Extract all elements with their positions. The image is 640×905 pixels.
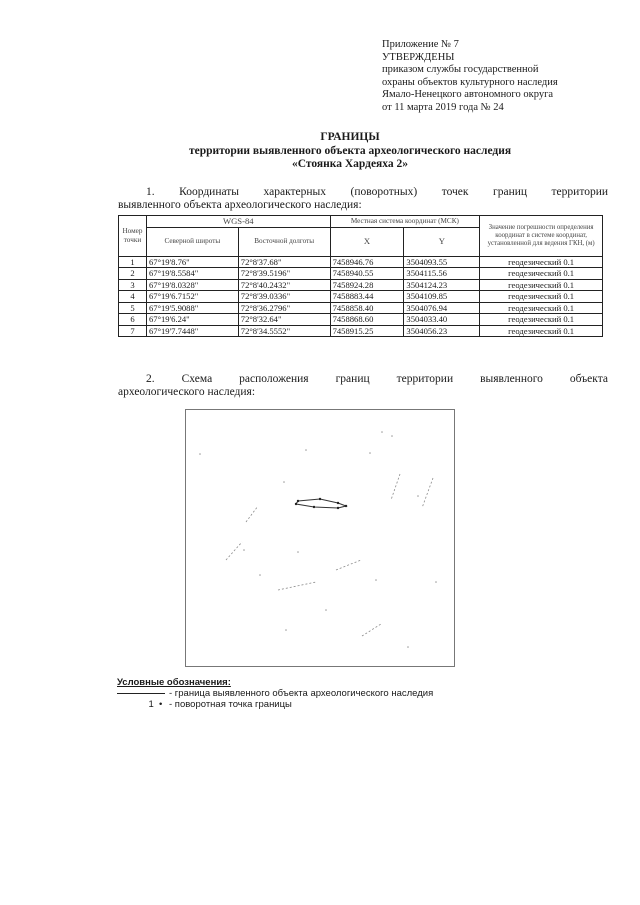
legend-title: Условные обозначения: xyxy=(117,677,231,688)
cell-point-no: 2 xyxy=(119,268,147,280)
cell-lon: 72°8'36.2796" xyxy=(238,302,330,314)
cell-lat: 67°19'7.7448" xyxy=(146,325,238,337)
header-wgs: WGS-84 xyxy=(146,216,330,228)
cell-point-no: 1 xyxy=(119,256,147,268)
title-line-2: территории выявленного объекта археологического наследия xyxy=(188,144,512,157)
section-2-text xyxy=(118,373,608,399)
header-accuracy: Значение погрешности определения координат в системе координат, установленной для ведения ГКН, (м) xyxy=(480,216,603,257)
table-row xyxy=(119,256,603,268)
boundary-line-sample xyxy=(117,693,165,694)
cell-y: 3504093.55 xyxy=(404,256,480,268)
section-1-text xyxy=(118,186,608,212)
cell-lat: 67°19'5.9088" xyxy=(146,302,238,314)
cell-lon: 72°8'34.5552" xyxy=(238,325,330,337)
table-header-row xyxy=(119,216,603,228)
cell-accuracy: геодезический 0.1 xyxy=(480,268,603,280)
header-point-no: Номер точки xyxy=(119,216,147,257)
cell-x: 7458924.28 xyxy=(330,279,404,291)
map-drawing xyxy=(186,410,454,666)
cell-lat: 67°19'8.5584" xyxy=(146,268,238,280)
section-2-line-1: 2. Схема расположения границ территории выявленного объекта xyxy=(146,373,608,385)
legend-point-row xyxy=(117,699,433,710)
boundary-scheme-map xyxy=(185,409,455,667)
cell-y: 3504056.23 xyxy=(404,325,480,337)
legend-boundary-label: - граница выявленного объекта археологического наследия xyxy=(169,688,434,699)
section-2-line-2: археологического наследия: xyxy=(118,386,256,398)
map-legend xyxy=(117,677,433,710)
point-dot-icon: • xyxy=(159,699,163,710)
cell-point-no: 6 xyxy=(119,314,147,326)
cell-y: 3504033.40 xyxy=(404,314,480,326)
approval-line: приказом службы государственной xyxy=(382,64,539,76)
cell-lon: 72°8'39.5196" xyxy=(238,268,330,280)
approval-line: УТВЕРЖДЕНЫ xyxy=(382,51,455,63)
cell-point-no: 5 xyxy=(119,302,147,314)
header-lon: Восточной долготы xyxy=(238,227,330,256)
cell-x: 7458940.55 xyxy=(330,268,404,280)
cell-accuracy: геодезический 0.1 xyxy=(480,325,603,337)
cell-lat: 67°19'8.76" xyxy=(146,256,238,268)
section-1-line-2: выявленного объекта археологического наследия: xyxy=(118,199,362,211)
cell-x: 7458868.60 xyxy=(330,314,404,326)
cell-x: 7458858.40 xyxy=(330,302,404,314)
approval-block xyxy=(382,39,632,115)
coordinates-table xyxy=(118,215,603,337)
cell-x: 7458946.76 xyxy=(330,256,404,268)
table-row xyxy=(119,268,603,280)
cell-accuracy: геодезический 0.1 xyxy=(480,291,603,303)
header-x: X xyxy=(330,227,404,256)
table-row xyxy=(119,314,603,326)
title-line-1: ГРАНИЦЫ xyxy=(320,131,380,143)
table-row xyxy=(119,279,603,291)
cell-lon: 72°8'32.64" xyxy=(238,314,330,326)
cell-lat: 67°19'8.0328" xyxy=(146,279,238,291)
cell-accuracy: геодезический 0.1 xyxy=(480,256,603,268)
cell-y: 3504124.23 xyxy=(404,279,480,291)
approval-line: Ямало-Ненецкого автономного округа xyxy=(382,89,554,101)
cell-accuracy: геодезический 0.1 xyxy=(480,302,603,314)
cell-y: 3504076.94 xyxy=(404,302,480,314)
cell-lat: 67°19'6.7152" xyxy=(146,291,238,303)
approval-line: Приложение № 7 xyxy=(382,39,459,50)
legend-boundary-row xyxy=(117,688,433,699)
header-y: Y xyxy=(404,227,480,256)
cell-x: 7458915.25 xyxy=(330,325,404,337)
legend-point-sample xyxy=(117,699,165,710)
header-msk: Местная система координат (МСК) xyxy=(330,216,480,228)
cell-point-no: 7 xyxy=(119,325,147,337)
header-lat: Северной широты xyxy=(146,227,238,256)
legend-point-label: - поворотная точка границы xyxy=(169,699,292,710)
cell-lon: 72°8'37.68" xyxy=(238,256,330,268)
title-line-3: «Стоянка Хардеяха 2» xyxy=(291,158,409,170)
cell-accuracy: геодезический 0.1 xyxy=(480,279,603,291)
legend-point-number: 1 xyxy=(148,699,154,710)
table-row xyxy=(119,325,603,337)
section-1-line-1: 1. Координаты характерных (поворотных) точек границ территории xyxy=(146,186,608,198)
cell-accuracy: геодезический 0.1 xyxy=(480,314,603,326)
cell-lat: 67°19'6.24" xyxy=(146,314,238,326)
cell-x: 7458883.44 xyxy=(330,291,404,303)
approval-line: охраны объектов культурного наследия xyxy=(382,76,558,88)
cell-point-no: 3 xyxy=(119,279,147,291)
cell-y: 3504109.85 xyxy=(404,291,480,303)
table-row xyxy=(119,291,603,303)
document-title xyxy=(80,131,620,172)
cell-lon: 72°8'40.2432" xyxy=(238,279,330,291)
approval-line: от 11 марта 2019 года № 24 xyxy=(382,101,504,113)
table-row xyxy=(119,302,603,314)
cell-y: 3504115.56 xyxy=(404,268,480,280)
cell-lon: 72°8'39.0336" xyxy=(238,291,330,303)
cell-point-no: 4 xyxy=(119,291,147,303)
